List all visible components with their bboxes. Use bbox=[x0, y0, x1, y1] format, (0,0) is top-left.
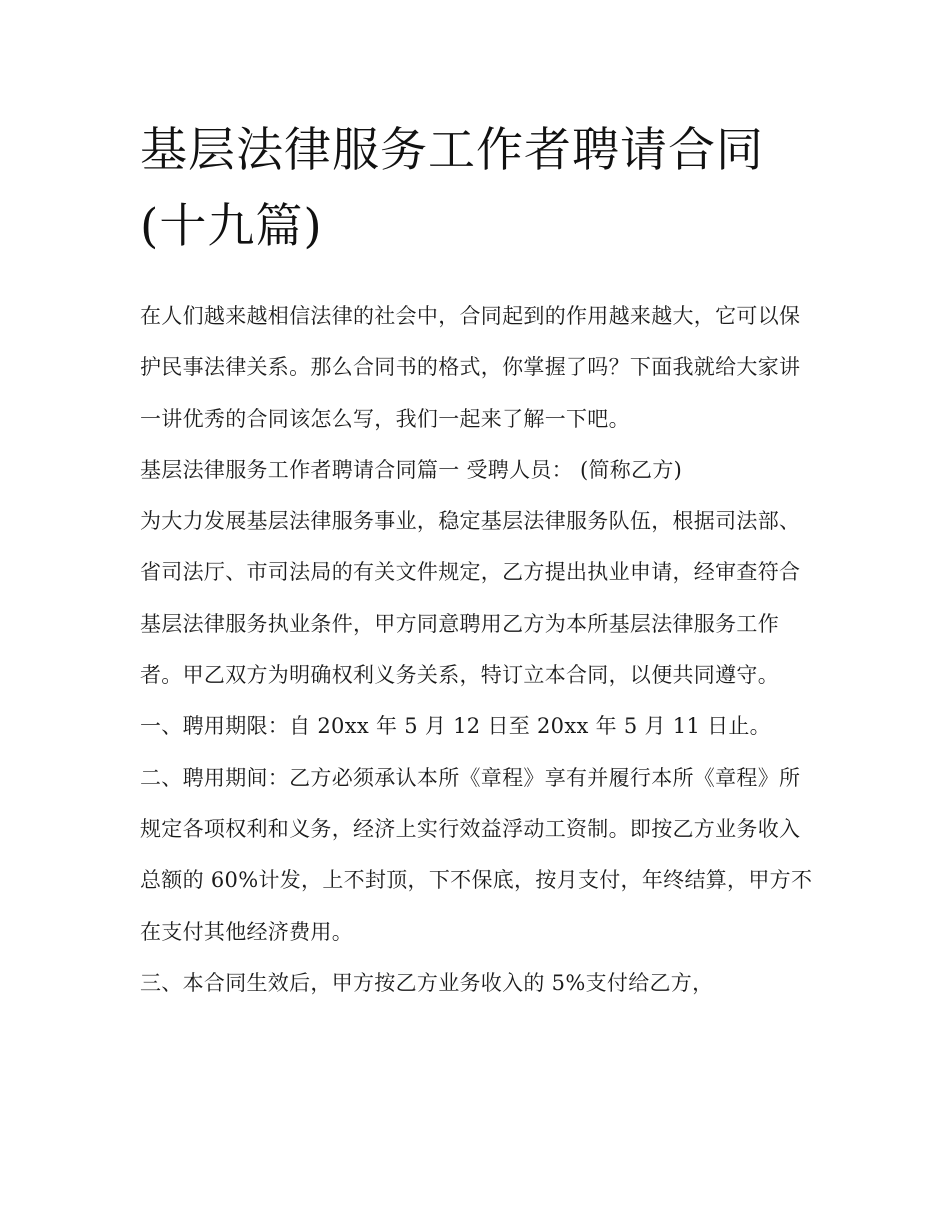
preamble-paragraph: 为大力发展基层法律服务事业，稳定基层法律服务队伍，根据司法部、省司法厅、市司法局的有关文件规定，乙方提出执业申请，经审查符合基层法律服务执业条件，甲方同意聘用乙方为本所基层法律服务工作者。甲乙双方为明确权利义务关系，特订立本合同，以便共同遵守。 bbox=[140, 509, 801, 688]
document-content bbox=[140, 113, 820, 1009]
document-title: 基层法律服务工作者聘请合同(十九篇) bbox=[140, 123, 764, 254]
section-heading-contract-1: 基层法律服务工作者聘请合同篇一 受聘人员： (简称乙方) bbox=[140, 457, 683, 482]
clause-3-payment: 三、本合同生效后，甲方按乙方业务收入的 5%支付给乙方， bbox=[140, 970, 714, 995]
clause-1-term: 一、聘用期限：自 20xx 年 5 月 12 日至 20xx 年 5 月 11 日止。 bbox=[140, 714, 771, 739]
clause-2-employment: 二、聘用期间：乙方必须承认本所《章程》享有并履行本所《章程》所规定各项权利和义务，经济上实行效益浮动工资制。即按乙方业务收入总额的 60%计发，上不封顶，下不保底，按月支付，年终结算，甲方不在支付其他经济费用。 bbox=[140, 765, 813, 944]
document-body bbox=[140, 291, 820, 1009]
intro-paragraph: 在人们越来越相信法律的社会中，合同起到的作用越来越大，它可以保护民事法律关系。那么合同书的格式，你掌握了吗？下面我就给大家讲一讲优秀的合同该怎么写，我们一起来了解一下吧。 bbox=[140, 304, 801, 431]
